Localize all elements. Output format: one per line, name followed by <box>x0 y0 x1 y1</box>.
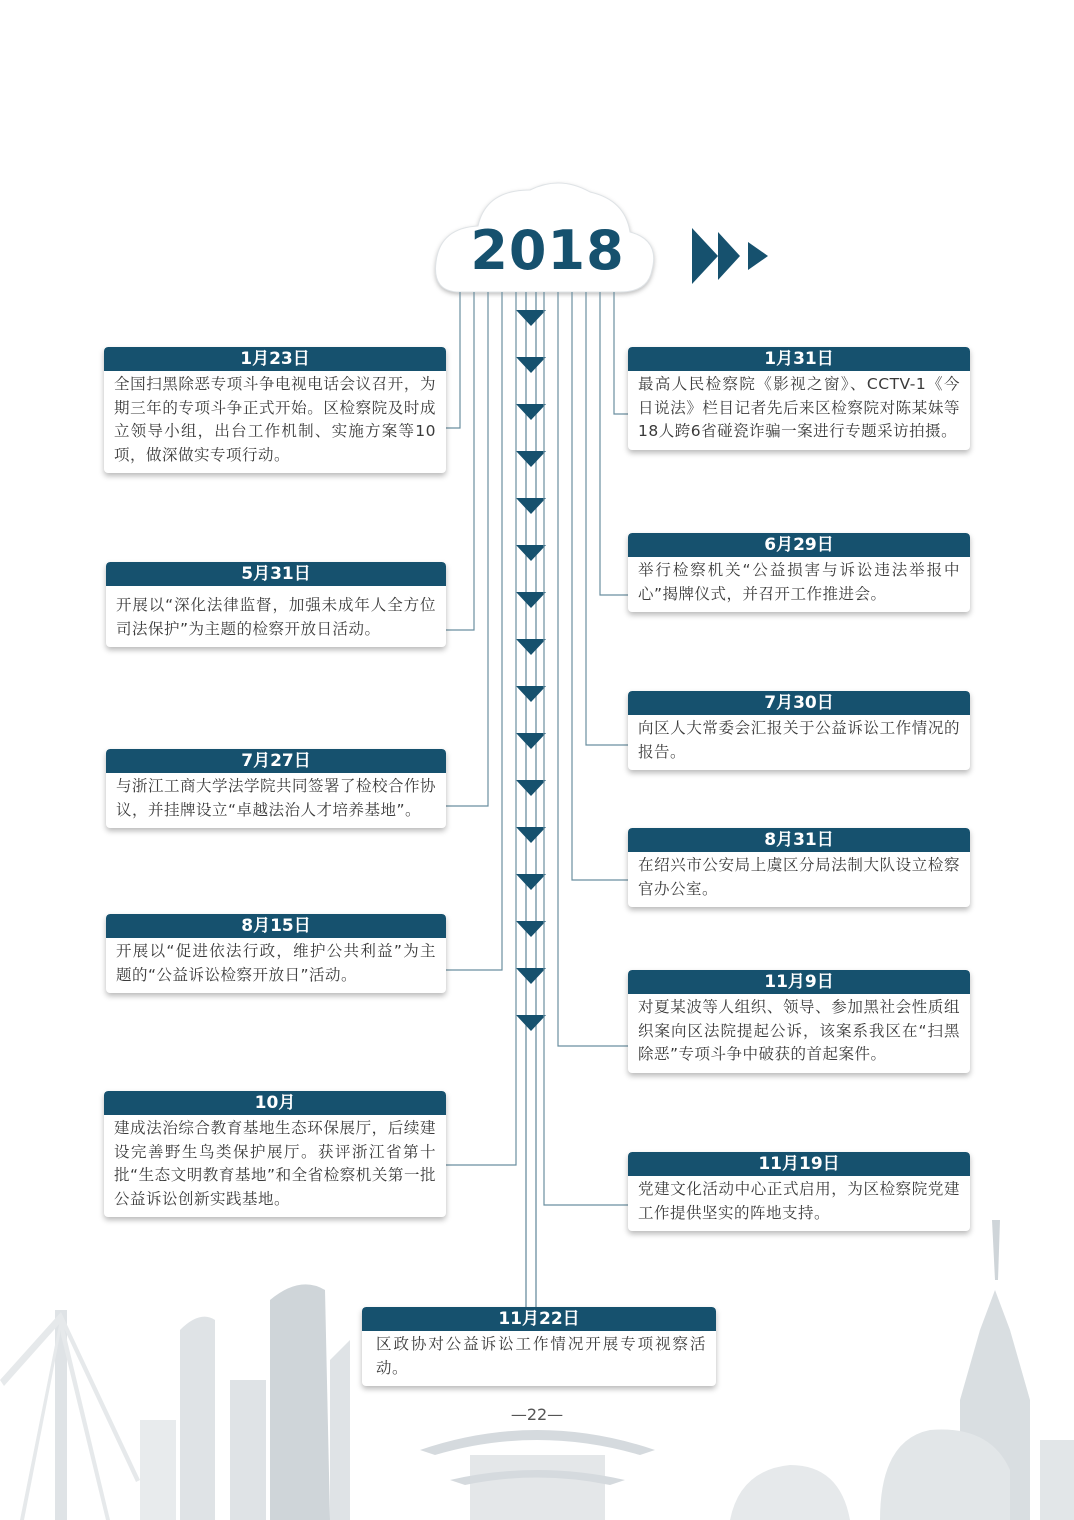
page-number: —22— <box>510 1405 564 1424</box>
event-text: 与浙江工商大学法学院共同签署了检校合作协议，并挂牌设立“卓越法治人才培养基地”。 <box>116 777 437 819</box>
event-date: 1月23日 <box>104 347 446 371</box>
event-text: 对夏某波等人组织、领导、参加黑社会性质组织案向区法院提起公诉，该案系我区在“扫黑除恶”专项斗争中破获的首起案件。 <box>638 998 960 1063</box>
event-date: 11月22日 <box>362 1307 716 1331</box>
event-date: 10月 <box>104 1091 446 1115</box>
event-card-jul-27 <box>106 749 446 828</box>
event-card-nov-19 <box>628 1152 970 1231</box>
event-date: 7月30日 <box>628 691 970 715</box>
event-card-aug-31 <box>628 828 970 907</box>
event-text: 开展以“深化法律监督，加强未成年人全方位司法保护”为主题的检察开放日活动。 <box>116 596 436 638</box>
event-text: 区政协对公益诉讼工作情况开展专项视察活动。 <box>376 1335 706 1377</box>
event-date: 6月29日 <box>628 533 970 557</box>
event-text: 举行检察机关“公益损害与诉讼违法举报中心”揭牌仪式，并召开工作推进会。 <box>638 561 960 603</box>
event-card-nov-22 <box>362 1307 716 1386</box>
event-date: 8月31日 <box>628 828 970 852</box>
event-date: 5月31日 <box>106 562 446 586</box>
event-date: 1月31日 <box>628 347 970 371</box>
event-date: 8月15日 <box>106 914 446 938</box>
event-text: 党建文化活动中心正式启用，为区检察院党建工作提供坚实的阵地支持。 <box>638 1180 960 1222</box>
event-date: 11月9日 <box>628 970 970 994</box>
central-axis <box>526 292 536 1310</box>
event-text: 开展以“促进依法行政，维护公共利益”为主题的“公益诉讼检察开放日”活动。 <box>116 942 436 984</box>
axis-arrows <box>516 310 546 1031</box>
right-connectors <box>544 292 628 1205</box>
year-title: 2018 <box>470 219 625 282</box>
event-card-jul-30 <box>628 691 970 770</box>
event-text: 向区人大常委会汇报关于公益诉讼工作情况的报告。 <box>638 719 960 761</box>
event-date: 7月27日 <box>106 749 446 773</box>
play-arrows-icon <box>692 228 768 284</box>
event-text: 建成法治综合教育基地生态环保展厅，后续建设完善野生鸟类保护展厅。获评浙江省第十批“生态文明教育基地”和全省检察机关第一批公益诉讼创新实践基地。 <box>114 1119 436 1208</box>
event-text: 全国扫黑除恶专项斗争电视电话会议召开，为期三年的专项斗争正式开始。区检察院及时成立领导小组，出台工作机制、实施方案等10项，做深做实专项行动。 <box>114 375 436 464</box>
event-card-aug-15 <box>106 914 446 993</box>
event-date: 11月19日 <box>628 1152 970 1176</box>
event-text: 在绍兴市公安局上虞区分局法制大队设立检察官办公室。 <box>638 856 960 898</box>
event-card-jan-23 <box>104 347 446 473</box>
event-card-may-31 <box>106 562 446 647</box>
event-card-oct <box>104 1091 446 1217</box>
event-card-nov-9 <box>628 970 970 1073</box>
left-connectors <box>446 292 516 1165</box>
event-text: 最高人民检察院《影视之窗》、CCTV-1《今日说法》栏目记者先后来区检察院对陈某妹等18人跨6省碰瓷诈骗一案进行专题采访拍摄。 <box>638 375 960 440</box>
event-card-jan-31 <box>628 347 970 450</box>
event-card-jun-29 <box>628 533 970 612</box>
